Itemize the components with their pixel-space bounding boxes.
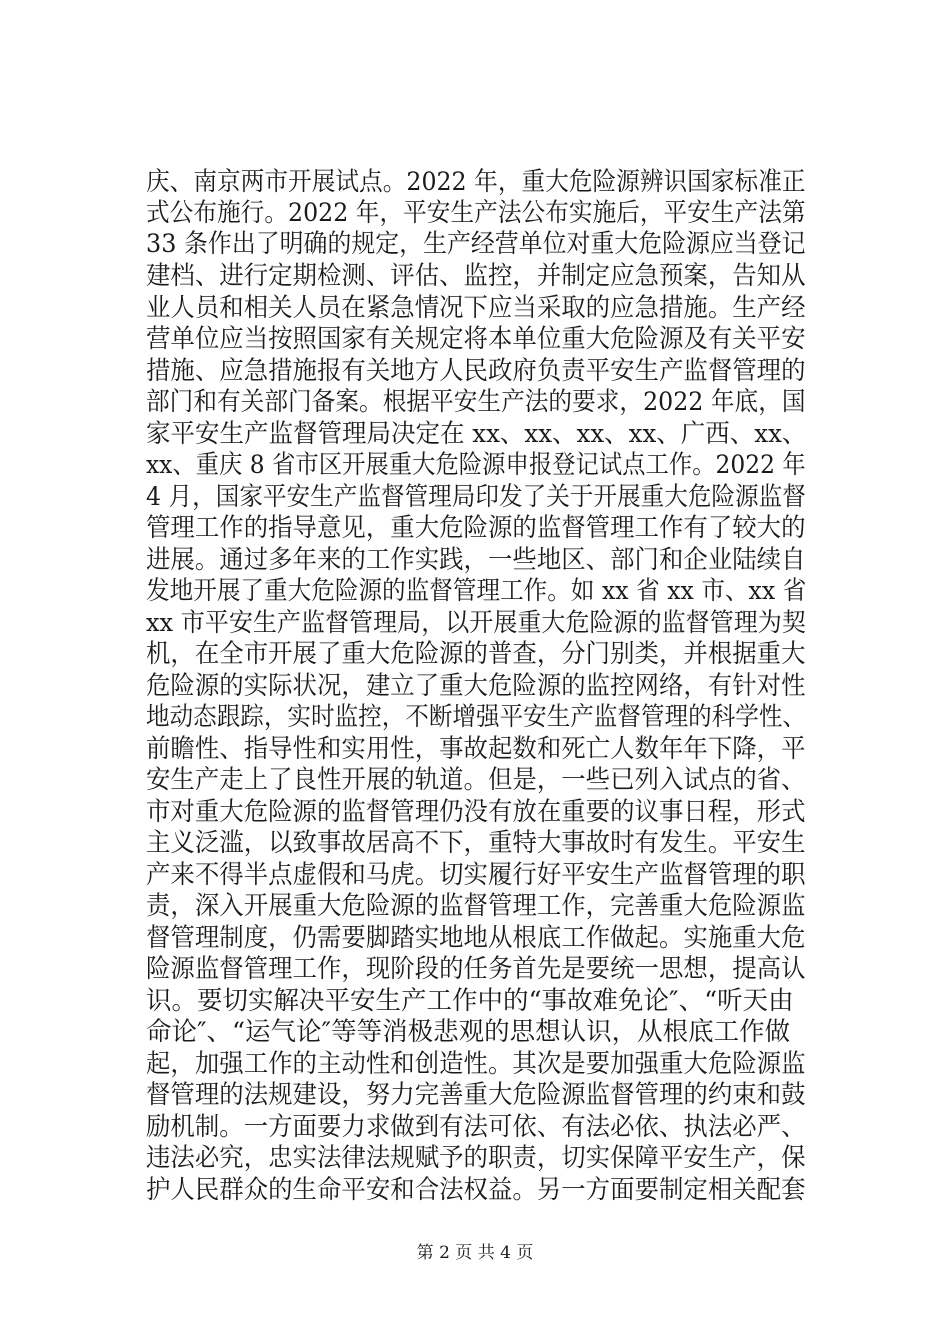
text-line: 33 条作出了明确的规定，生产经营单位对重大危险源应当登记	[146, 229, 806, 259]
text-line: 识。要切实解决平安生产工作中的“事故难免论″、“听天由	[146, 986, 794, 1016]
text-line: 部门和有关部门备案。根据平安生产法的要求，2022 年底，国	[146, 387, 806, 417]
text-line: 危险源的实际状况，建立了重大危险源的监控网络，有针对性	[146, 671, 806, 701]
text-line: 违法必究，忠实法律法规赋予的职责，切实保障平安生产，保	[146, 1143, 806, 1173]
text-line: 机，在全市开展了重大危险源的普查，分门别类，并根据重大	[146, 639, 806, 669]
text-line: 责，深入开展重大危险源的监督管理工作，完善重大危险源监	[146, 891, 806, 921]
text-line: 督管理的法规建设，努力完善重大危险源监督管理的约束和鼓	[146, 1080, 806, 1110]
page-number: 第 2 页 共 4 页	[416, 1243, 534, 1263]
text-line: 业人员和相关人员在紧急情况下应当采取的应急措施。生产经	[146, 293, 806, 323]
text-line: 家平安生产监督管理局决定在 xx、xx、xx、xx、广西、xx、	[146, 419, 807, 449]
text-line: 前瞻性、指导性和实用性，事故起数和死亡人数年年下降，平	[146, 734, 806, 764]
text-line: 进展。通过多年来的工作实践，一些地区、部门和企业陆续自	[146, 545, 806, 575]
text-line: xx、重庆 8 省市区开展重大危险源申报登记试点工作。2022 年	[146, 450, 806, 480]
text-line: 发地开展了重大危险源的监督管理工作。如 xx 省 xx 市、xx 省	[146, 576, 807, 606]
text-line: 地动态跟踪，实时监控，不断增强平安生产监督管理的科学性、	[146, 702, 807, 732]
text-line: 励机制。一方面要力求做到有法可依、有法必依、执法必严、	[146, 1112, 806, 1142]
text-line: 产来不得半点虚假和马虎。切实履行好平安生产监督管理的职	[146, 860, 806, 890]
text-line: 命论″、“运气论″等等消极悲观的思想认识，从根底工作做	[146, 1017, 791, 1047]
text-line: 营单位应当按照国家有关规定将本单位重大危险源及有关平安	[146, 324, 806, 354]
text-line: 护人民群众的生命平安和合法权益。另一方面要制定相关配套	[146, 1175, 806, 1205]
text-line: 建档、进行定期检测、评估、监控，并制定应急预案，告知从	[146, 261, 806, 291]
text-line: 主义泛滥，以致事故居高不下，重特大事故时有发生。平安生	[146, 828, 806, 858]
text-line: 庆、南京两市开展试点。2022 年，重大危险源辨识国家标准正	[146, 167, 806, 197]
text-line: 险源监督管理工作，现阶段的任务首先是要统一思想，提高认	[146, 954, 806, 984]
text-line: 管理工作的指导意见，重大危险源的监督管理工作有了较大的	[146, 513, 806, 543]
text-line: 措施、应急措施报有关地方人民政府负责平安生产监督管理的	[146, 356, 806, 386]
text-line: 4 月，国家平安生产监督管理局印发了关于开展重大危险源监督	[146, 482, 806, 512]
text-line: 起，加强工作的主动性和创造性。其次是要加强重大危险源监	[146, 1049, 806, 1079]
text-line: 安生产走上了良性开展的轨道。但是，一些已列入试点的省、	[146, 765, 806, 795]
text-line: 市对重大危险源的监督管理仍没有放在重要的议事日程，形式	[146, 797, 806, 827]
text-line: xx 市平安生产监督管理局，以开展重大危险源的监督管理为契	[146, 608, 806, 638]
text-line: 式公布施行。2022 年，平安生产法公布实施后，平安生产法第	[146, 198, 806, 228]
text-line: 督管理制度，仍需要脚踏实地地从根底工作做起。实施重大危	[146, 923, 806, 953]
